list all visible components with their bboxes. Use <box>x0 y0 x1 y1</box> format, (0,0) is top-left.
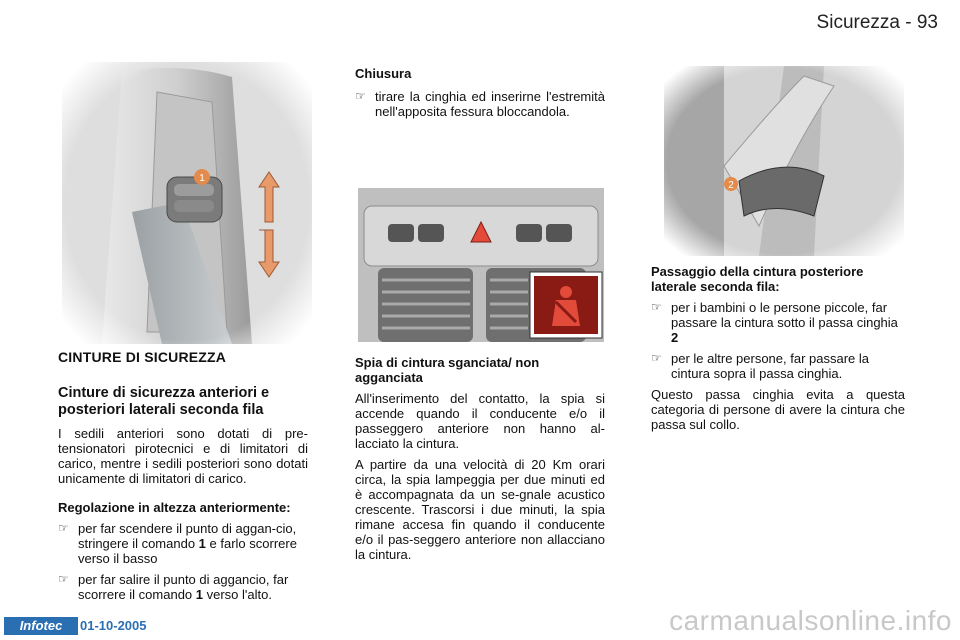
middle-bottom-column <box>355 355 605 568</box>
pointing-hand-icon: ☞ <box>58 521 69 535</box>
pointing-hand-icon: ☞ <box>355 89 366 103</box>
belt-guide-illustration <box>664 66 904 256</box>
right-column <box>651 264 905 438</box>
list-item: ☞ per i bambini o le persone piccole, far passare la cintura sotto il passa cinghia 2 <box>651 300 898 345</box>
section-title: CINTURE DI SICUREZZA <box>58 349 227 365</box>
list-item: ☞ per far salire il punto di aggancio, far scorrere il comando 1 verso l'alto. <box>58 572 289 602</box>
footer-date: 01-10-2005 <box>80 618 147 633</box>
left-column <box>58 350 308 608</box>
warning-paragraph-1: All'inserimento del contatto, la spia si accende quando il conducente e/o il passeggero anteriore non hanno al-lacciato la cintura. <box>355 391 605 451</box>
section-subtitle: Cinture di sicurezza anteriori e posteriori laterali seconda fila <box>58 385 270 418</box>
infotec-logo: Infotec <box>4 617 78 635</box>
closure-title: Chiusura <box>355 66 412 81</box>
list-item: ☞ tirare la cinghia ed inserirne l'estremità nell'apposita fessura bloccandola. <box>355 89 605 119</box>
warning-lamp-title: Spia di cintura sganciata/ non agganciata <box>355 355 540 385</box>
list-item: ☞ per le altre persone, far passare la cintura sopra il passa cinghia. <box>651 351 869 381</box>
pointing-hand-icon: ☞ <box>651 300 662 314</box>
figure-belt-height-adjuster <box>62 62 312 344</box>
rear-belt-paragraph: Questo passa cinghia evita a questa categoria di persone di avere la cintura che passa sul collo. <box>651 387 905 432</box>
height-adjust-title: Regolazione in altezza anteriormente: <box>58 500 291 515</box>
figure-dashboard-warning-lamp <box>358 188 604 342</box>
pointing-hand-icon: ☞ <box>651 351 662 365</box>
belt-adjuster-illustration <box>62 62 312 344</box>
figure-rear-belt-guide <box>664 66 904 256</box>
pointing-hand-icon: ☞ <box>58 572 69 586</box>
watermark: carmanualsonline.info <box>669 605 952 636</box>
warning-paragraph-2: A partire da una velocità di 20 Km orari circa, la spia lampeggia per due minuti ed è accompagnata da un se-gnale acustico crescente. Trascorsi i due minuti, la spia rimane accesa fin quando il conducente e/o il pas-seggero anteriore non allacciano la cintura. <box>355 457 605 562</box>
page-header: Sicurezza - 93 <box>816 12 938 33</box>
dashboard-illustration <box>358 188 604 342</box>
intro-paragraph: I sedili anteriori sono dotati di pre-tensionatori pirotecnici e di limitatori di carico, mentre i sedili posteriori sono dotati unicamente di limitatori di carico. <box>58 426 308 486</box>
middle-top-column <box>355 66 605 125</box>
rear-belt-title: Passaggio della cintura posteriore laterale seconda fila: <box>651 264 864 294</box>
list-item: ☞ per far scendere il punto di aggan-cio, stringere il comando 1 e farlo scorrere verso il basso <box>58 521 297 566</box>
